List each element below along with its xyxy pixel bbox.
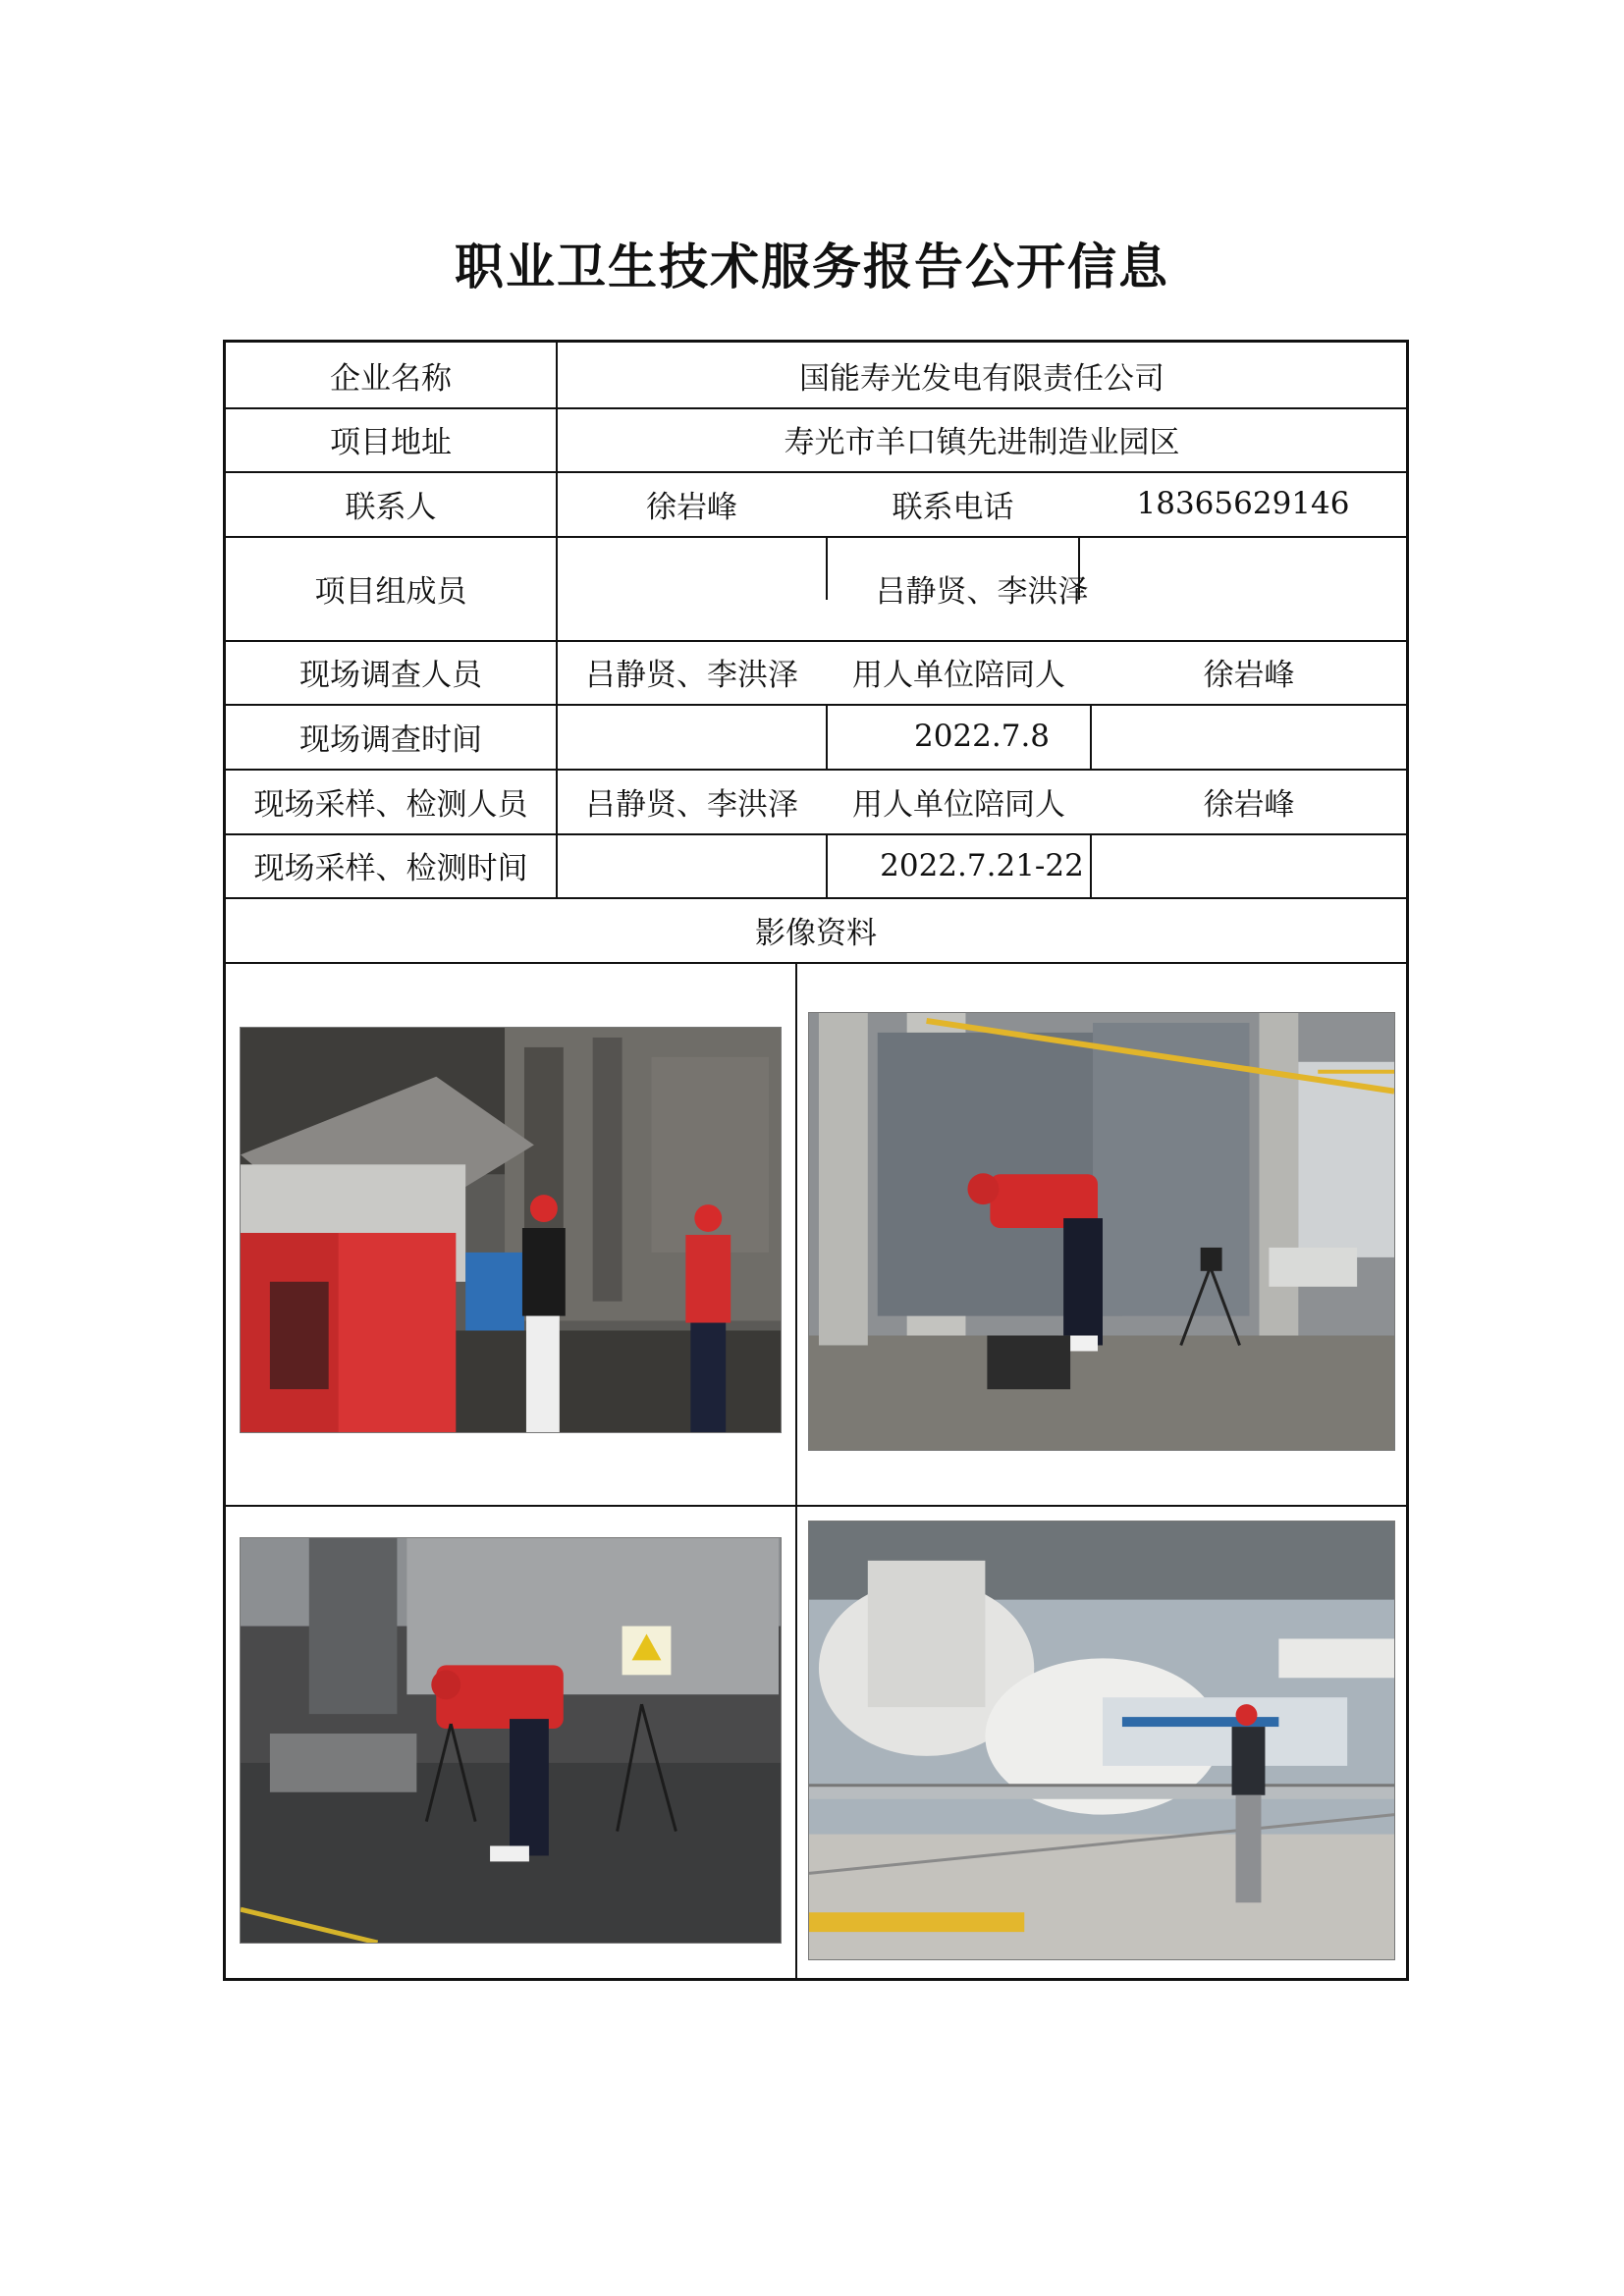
survey-time-label: 现场调查时间 bbox=[299, 721, 482, 758]
site-photo-1 bbox=[240, 1027, 782, 1433]
survey-staff-label: 现场调查人员 bbox=[299, 658, 482, 693]
members-value: 吕静贤、李洪泽 bbox=[875, 573, 1089, 610]
members-label: 项目组成员 bbox=[314, 573, 467, 610]
sampling-escort-label: 用人单位陪同人 bbox=[852, 786, 1065, 823]
sampling-time-label: 现场采样、检测时间 bbox=[253, 851, 528, 886]
phone-label: 联系电话 bbox=[892, 489, 1014, 525]
site-photo-3 bbox=[240, 1537, 782, 1944]
sampling-staff-value: 吕静贤、李洪泽 bbox=[585, 786, 798, 823]
site-photo-4 bbox=[808, 1521, 1395, 1960]
phone-value: 18365629146 bbox=[1136, 486, 1350, 521]
sampling-staff-label: 现场采样、检测人员 bbox=[253, 786, 528, 823]
images-header: 影像资料 bbox=[755, 915, 877, 951]
sampling-time-value: 2022.7.21-22 bbox=[880, 847, 1084, 883]
sampling-escort-value: 徐岩峰 bbox=[1203, 786, 1295, 823]
info-table bbox=[223, 340, 1409, 1981]
contact-value: 徐岩峰 bbox=[646, 489, 737, 525]
address-value: 寿光市羊口镇先进制造业园区 bbox=[784, 425, 1180, 460]
survey-escort-value: 徐岩峰 bbox=[1203, 658, 1295, 693]
site-photo-2 bbox=[808, 1012, 1395, 1451]
survey-time-value: 2022.7.8 bbox=[913, 719, 1051, 754]
survey-staff-value: 吕静贤、李洪泽 bbox=[585, 658, 798, 693]
company-label: 企业名称 bbox=[330, 360, 452, 397]
contact-label: 联系人 bbox=[345, 489, 437, 525]
address-label: 项目地址 bbox=[330, 425, 452, 460]
company-value: 国能寿光发电有限责任公司 bbox=[799, 360, 1164, 397]
survey-escort-label: 用人单位陪同人 bbox=[852, 658, 1065, 693]
page-title: 职业卫生技术服务报告公开信息 bbox=[455, 239, 1169, 295]
